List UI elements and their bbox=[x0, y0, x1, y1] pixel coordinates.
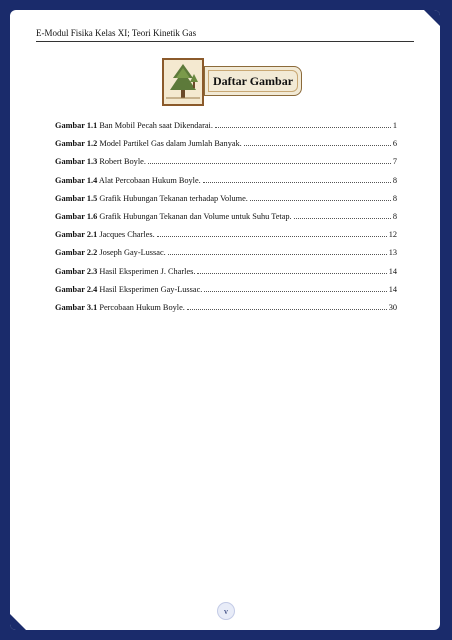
title-banner bbox=[204, 66, 302, 96]
figure-number: Gambar 1.1 bbox=[55, 121, 98, 130]
page-corner-top-right bbox=[424, 10, 440, 26]
section-title-box bbox=[162, 58, 302, 106]
figure-page: 1 bbox=[392, 121, 397, 130]
dot-leader bbox=[187, 303, 387, 310]
figure-page: 8 bbox=[392, 193, 397, 203]
figure-entry[interactable] bbox=[55, 285, 397, 303]
figure-entry[interactable] bbox=[55, 157, 397, 175]
figure-caption: Percobaan Hukum Boyle. bbox=[99, 302, 185, 312]
figure-label bbox=[55, 230, 155, 239]
figure-entry[interactable] bbox=[55, 194, 397, 212]
figure-page: 14 bbox=[388, 266, 397, 276]
figure-page: 12 bbox=[388, 230, 397, 240]
dot-leader bbox=[215, 121, 391, 128]
figure-page: 8 bbox=[392, 175, 397, 185]
figure-number: Gambar 2.2 bbox=[55, 248, 98, 258]
figure-caption: Model Partikel Gas dalam Jumlah Banyak. bbox=[99, 139, 242, 149]
figure-number: Gambar 1.2 bbox=[55, 139, 98, 149]
figure-page: 7 bbox=[392, 157, 397, 167]
figure-entry[interactable] bbox=[55, 121, 397, 139]
list-of-figures bbox=[55, 121, 397, 321]
dot-leader bbox=[244, 139, 391, 146]
figure-caption: Grafik Hubungan Tekanan dan Volume untuk Suhu Tetap. bbox=[99, 211, 292, 221]
dot-leader bbox=[168, 248, 387, 255]
figure-number: Gambar 2.3 bbox=[55, 266, 98, 276]
dot-leader bbox=[197, 267, 386, 274]
figure-page: 8 bbox=[392, 211, 397, 221]
dot-leader bbox=[294, 212, 391, 219]
dot-leader bbox=[203, 176, 391, 183]
figure-label bbox=[55, 176, 201, 185]
figure-number: Gambar 1.4 bbox=[55, 175, 98, 185]
figure-label bbox=[55, 303, 185, 312]
figure-number: Gambar 1.3 bbox=[55, 157, 98, 167]
figure-entry[interactable] bbox=[55, 139, 397, 157]
figure-number: Gambar 2.1 bbox=[55, 230, 98, 240]
figure-number: Gambar 3.1 bbox=[55, 302, 98, 312]
dot-leader bbox=[157, 230, 387, 237]
figure-page: 13 bbox=[388, 248, 397, 258]
figure-caption: Ban Mobil Pecah saat Dikendarai. bbox=[99, 121, 213, 130]
header-divider bbox=[36, 41, 414, 42]
figure-entry[interactable] bbox=[55, 267, 397, 285]
figure-caption: Joseph Gay-Lussac. bbox=[99, 248, 166, 258]
figure-number: Gambar 1.5 bbox=[55, 193, 98, 203]
page-number-badge bbox=[217, 602, 235, 620]
figure-number: Gambar 1.6 bbox=[55, 211, 98, 221]
figure-caption: Hasil Eksperimen Gay-Lussac. bbox=[99, 284, 203, 294]
figure-page: 14 bbox=[388, 284, 397, 294]
figure-entry[interactable] bbox=[55, 303, 397, 321]
figure-page: 6 bbox=[392, 139, 397, 149]
figure-entry[interactable] bbox=[55, 230, 397, 248]
figure-caption: Hasil Eksperimen J. Charles. bbox=[99, 266, 196, 276]
figure-page: 30 bbox=[388, 302, 397, 312]
figure-entry[interactable] bbox=[55, 176, 397, 194]
figure-label bbox=[55, 157, 146, 166]
document-page bbox=[10, 10, 440, 630]
page-corner-bottom-left bbox=[10, 614, 26, 630]
dot-leader bbox=[148, 157, 391, 164]
figure-label bbox=[55, 267, 195, 276]
figure-label bbox=[55, 285, 202, 294]
figure-label bbox=[55, 139, 242, 148]
dot-leader bbox=[250, 194, 391, 201]
figure-caption: Alat Percobaan Hukum Boyle. bbox=[98, 175, 201, 185]
tree-icon bbox=[162, 58, 204, 106]
running-header: E-Modul Fisika Kelas XI; Teori Kinetik Gas bbox=[36, 28, 197, 38]
dot-leader bbox=[204, 285, 386, 292]
figure-label bbox=[55, 212, 292, 221]
figure-entry[interactable] bbox=[55, 212, 397, 230]
page-title: Daftar Gambar bbox=[212, 73, 294, 88]
figure-caption: Jacques Charles. bbox=[99, 230, 155, 240]
figure-caption: Robert Boyle. bbox=[99, 157, 146, 167]
figure-label bbox=[55, 194, 248, 203]
page-number: v bbox=[224, 606, 228, 616]
figure-number: Gambar 2.4 bbox=[55, 284, 98, 294]
figure-caption: Grafik Hubungan Tekanan terhadap Volume. bbox=[99, 193, 248, 203]
figure-label bbox=[55, 248, 166, 257]
figure-label bbox=[55, 121, 213, 130]
figure-entry[interactable] bbox=[55, 248, 397, 266]
